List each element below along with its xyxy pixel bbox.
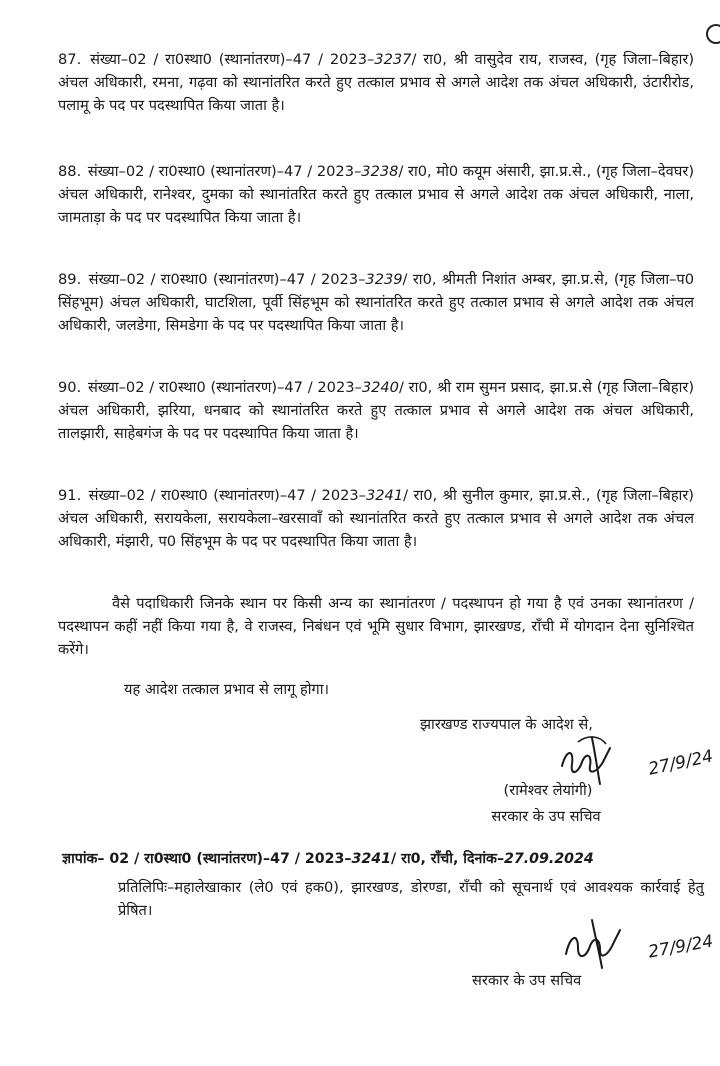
order-item-89 [58,268,694,337]
note-paragraph: वैसे पदाधिकारी जिनके स्थान पर किसी अन्य का स्थानांतरण / पदस्थापन हो गया है एवं उनका स्थानांतरण / पदस्थापन कहीं नहीं किया गया है, वे राजस्व, निबंधन एवं भूमि सुधार विभाग, झारखण्ड, राँची में योगदान देना सुनिश्चित करेंगे। [58,595,694,658]
item-body: श्री राम सुमन प्रसाद, झा.प्र.से (गृह जिला–बिहार) अंचल अधिकारी, झरिया, धनबाद को स्थानांतरित करते हुए तत्काल प्रभाव से अगले आदेश तक अंचल अधिकारी, तालझारी, साहेबगंज के पद पर पदस्थापित किया जाता है। [58,379,695,442]
item-reference: संख्या–02 / रा0स्था0 (स्थानांतरण)–47 / 2023–3239/ रा0, [88,271,437,288]
item-number: 88. [58,163,82,180]
corner-mark-icon [706,24,720,44]
item-body: मो0 कयूम अंसारी, झा.प्र.से., (गृह जिला–देवघर) अंचल अधिकारी, रानेश्वर, दुमका को स्थानांतरित करते हुए तत्काल प्रभाव से अगले आदेश तक अंचल अधिकारी, नाला, जामताड़ा के पद पर पदस्थापित किया जाता है। [58,163,695,226]
order-item-90 [58,376,694,445]
item-body: श्री वासुदेव राय, राजस्व, (गृह जिला–बिहार) अंचल अधिकारी, रमना, गढ़वा को स्थानांतरित करते हुए तत्काल प्रभाव से अगले आदेश तक अंचल अधिकारी, उंटारीरोड, पलामू के पद पर पदस्थापित किया जाता है। [58,51,695,114]
item-number: 90. [58,379,82,396]
item-body: श्री सुनील कुमार, झा.प्र.से., (गृह जिला–बिहार) अंचल अधिकारी, सरायकेला, सरायकेला–खरसावाँ को स्थानांतरित करते हुए तत्काल प्रभाव से अगले आदेश तक अंचल अधिकारी, मंझारी, प0 सिंहभूम के पद पर पदस्थापित किया जाता है। [58,487,695,550]
reference-number: 3241 [365,487,404,504]
copy-to-paragraph: प्रतिलिपिः–महालेखाकार (ले0 एवं हक0), झारखण्ड, डोरण्डा, राँची को सूचनार्थ एवं आवश्यक कार्रवाई हेतु प्रेषित। [118,879,704,919]
item-reference: संख्या–02 / रा0स्था0 (स्थानांतरण)–47 / 2023–3238/ रा0, [87,163,432,180]
item-body: श्रीमती निशांत अम्बर, झा.प्र.से, (गृह जिला–प0 सिंहभूम) अंचल अधिकारी, घाटशिला, पूर्वी सिंहभूम को स्थानांतरित करते हुए तत्काल प्रभाव से अगले आदेश तक अंचल अधिकारी, जलडेगा, सिमडेगा के पद पर पदस्थापित किया जाता है। [58,271,695,334]
item-number: 87. [58,51,82,68]
order-authority-line: झारखण्ड राज्यपाल के आदेश से, [420,716,593,733]
item-reference: संख्या–02 / रा0स्था0 (स्थानांतरण)–47 / 2023–3240/ रा0, [87,379,433,396]
signature-1-date: 27/9/24 [646,746,715,780]
memo-reference-number: 3241 [351,851,391,867]
effect-line: यह आदेश तत्काल प्रभाव से लागू होगा। [124,681,330,698]
order-item-88 [58,160,694,229]
item-reference: संख्या–02 / रा0स्था0 (स्थानांतरण)–47 / 2023–3241/ रा0, [88,487,438,504]
footer-signatory-title: सरकार के उप सचिव [472,972,582,989]
memo-date: 27.09.2024 [504,851,594,867]
signatory-name: (रामेश्वर लेयांगी) [503,782,593,799]
item-number: 89. [58,271,82,288]
reference-number: 3239 [365,271,403,288]
memo-line: ज्ञापांक– 02 / रा0स्था0 (स्थानांतरण)–47 / 2023–3241/ रा0, राँची, दिनांक–27.09.2024 [62,851,594,867]
reference-number: 3238 [361,163,399,180]
item-number: 91. [58,487,82,504]
reference-number: 3237 [374,51,412,68]
signature-2-date: 27/9/24 [646,931,715,963]
reference-number: 3240 [361,379,399,396]
order-item-91 [58,484,694,553]
item-reference: संख्या–02 / रा0स्था0 (स्थानांतरण)–47 / 2023–3237/ रा0, [90,51,447,68]
signatory-title: सरकार के उप सचिव [491,808,601,825]
order-item-87 [58,48,694,117]
